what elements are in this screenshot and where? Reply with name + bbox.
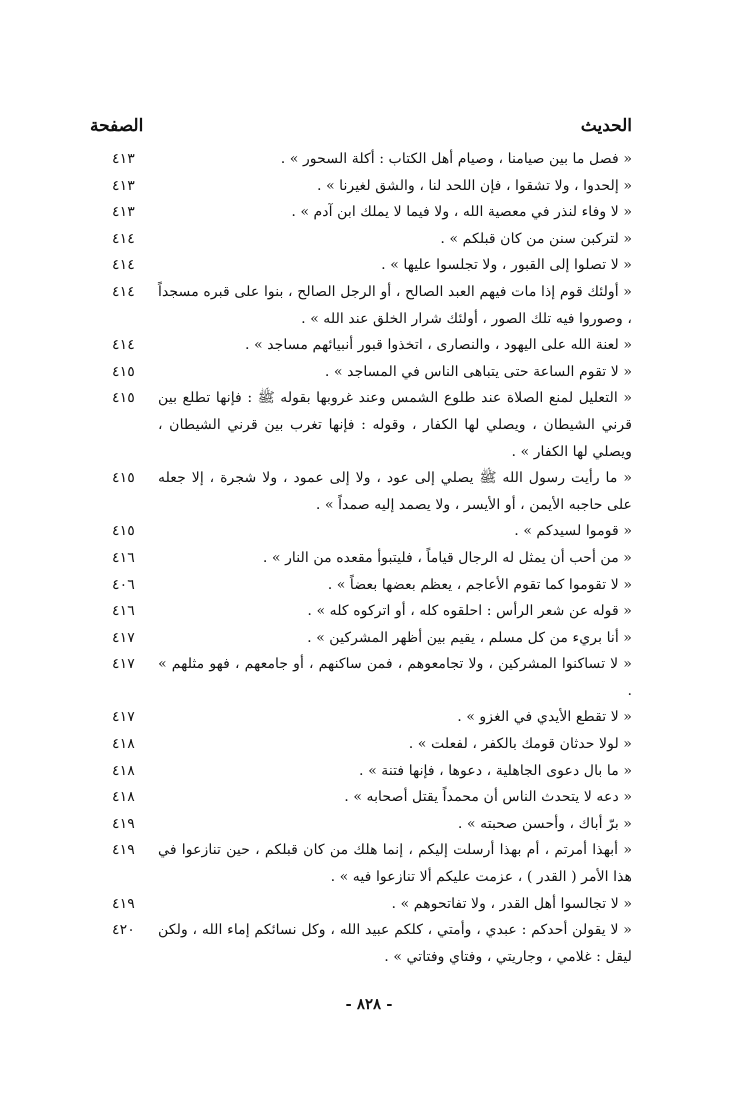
page-reference: ٤١٤ — [112, 283, 135, 300]
page-reference: ٤١٣ — [112, 151, 135, 167]
page-reference: ٤١٨ — [112, 736, 135, 753]
page-reference: ٤١٦ — [112, 603, 135, 620]
index-entry — [90, 572, 632, 599]
hadith-text: « لتركبن سنن من كان قبلكم » . — [440, 230, 632, 247]
hadith-text: « التعليل لمنع الصلاة عند طلوع الشمس وعند غروبها بقوله ﷺ : فإنها تطلع بين قرني الشيطان ، ويصلي لها الكفار ، وقوله : فإنها تغرب بين قرني الشيطان ، ويصلي لها الكفار » . — [158, 390, 632, 460]
hadith-text: « قوله عن شعر الرأس : احلقوه كله ، أو اتركوه كله » . — [307, 603, 632, 620]
index-entry — [90, 252, 632, 279]
hadith-text: « لا تجالسوا أهل القدر ، ولا تفاتحوهم » . — [391, 895, 632, 912]
page-reference: ٤١٧ — [112, 709, 135, 726]
page-reference: ٤١٥ — [112, 363, 135, 380]
index-entry — [90, 784, 632, 811]
hadith-index-list — [90, 146, 632, 970]
page-reference: ٤١٩ — [112, 815, 135, 832]
page-reference: ٤١٧ — [112, 629, 135, 646]
hadith-text: « أولئك قوم إذا مات فيهم العبد الصالح ، أو الرجل الصالح ، بنوا على قبره مسجداً ، وصوروا فيه تلك الصور ، أولئك شرار الخلق عند الله » . — [158, 283, 632, 327]
page-reference: ٤١٥ — [112, 523, 135, 540]
hadith-text: « لعنة الله على اليهود ، والنصارى ، اتخذوا قبور أنبيائهم مساجد » . — [244, 337, 632, 354]
hadith-text: « لا تصلوا إلى القبور ، ولا تجلسوا عليها » . — [381, 257, 632, 274]
index-entry — [90, 651, 632, 704]
page-reference: ٤١٧ — [112, 656, 135, 673]
page-reference: ٤١٥ — [112, 470, 135, 487]
page-reference: ٤١٦ — [112, 549, 135, 566]
hadith-text: « لولا حدثان قومك بالكفر ، لفعلت » . — [408, 736, 632, 753]
index-entry — [90, 359, 632, 386]
hadith-text: « دعه لا يتحدث الناس أن محمداً يقتل أصحابه » . — [344, 789, 632, 806]
index-entry — [90, 199, 632, 226]
hadith-text: « لا وفاء لنذر في معصية الله ، ولا فيما لا يملك ابن آدم » . — [291, 204, 632, 221]
index-entry — [90, 332, 632, 359]
hadith-text: « إلحدوا ، ولا تشقوا ، فإن اللحد لنا ، والشق لغيرنا » . — [316, 177, 632, 194]
page-reference: ٤١٩ — [112, 895, 135, 912]
index-entry — [90, 545, 632, 572]
hadith-text: « قوموا لسيدكم » . — [514, 523, 632, 540]
index-entry — [90, 598, 632, 625]
index-entry — [90, 226, 632, 253]
page-reference: ٤١٣ — [112, 177, 135, 194]
index-entry — [90, 146, 632, 173]
hadith-column-heading: الحديث — [580, 116, 632, 136]
hadith-text: « ما رأيت رسول الله ﷺ يصلي إلى عود ، ولا إلى عمود ، ولا شجرة ، إلا جعله على حاجبه الأيمن ، أو الأيسر ، ولا يصمد إليه صمداً » . — [158, 470, 632, 513]
hadith-text: « أنا بريء من كل مسلم ، يقيم بين أظهر المشركين » . — [307, 629, 632, 646]
page-reference: ٤١٣ — [112, 204, 135, 221]
hadith-text: « ما بال دعوى الجاهلية ، دعوها ، فإنها فتنة » . — [359, 762, 632, 779]
index-header — [90, 116, 632, 140]
hadith-text: « فصل ما بين صيامنا ، وصيام أهل الكتاب : أكلة السحور » . — [280, 151, 632, 167]
page-column-heading: الصفحة — [90, 116, 144, 136]
hadith-text: « لا تقوموا كما تقوم الأعاجم ، يعظم بعضها بعضاً » . — [327, 576, 632, 593]
page-reference: ٤٠٦ — [112, 576, 135, 593]
index-entry — [90, 891, 632, 918]
hadith-text: « لا يقولن أحدكم : عبدي ، وأمتي ، كلكم عبيد الله ، وكل نسائكم إماء الله ، ولكن ليقل : غلامي ، وجاريتي ، وفتاي وفتاتي » . — [158, 922, 632, 965]
page-reference: ٤١٨ — [112, 789, 135, 806]
hadith-text: « برّ أباك ، وأحسن صحبته » . — [457, 815, 632, 832]
hadith-text: « لا تقوم الساعة حتى يتباهى الناس في المساجد » . — [324, 363, 632, 380]
page-reference: ٤١٩ — [112, 842, 135, 859]
index-entry — [90, 385, 632, 465]
index-entry — [90, 811, 632, 838]
hadith-text: « لا تقطع الأيدي في الغزو » . — [457, 709, 632, 726]
index-entry — [90, 837, 632, 890]
page-number: - ٨٢٨ - — [345, 995, 393, 1013]
index-entry — [90, 917, 632, 970]
index-entry — [90, 173, 632, 200]
page-reference: ٤١٥ — [112, 390, 135, 407]
page-reference: ٤١٤ — [112, 337, 135, 354]
page-reference: ٤١٨ — [112, 762, 135, 779]
index-entry — [90, 704, 632, 731]
index-entry — [90, 465, 632, 518]
hadith-text: « أبهذا أمرتم ، أم بهذا أرسلت إليكم ، إنما هلك من كان قبلكم ، حين تنازعوا في هذا الأمر ( القدر ) ، عزمت عليكم ألا تنازعوا فيه » . — [158, 842, 632, 886]
index-entry — [90, 518, 632, 545]
index-entry — [90, 758, 632, 785]
page-reference: ٤٢٠ — [112, 922, 135, 939]
page-reference: ٤١٤ — [112, 257, 135, 274]
page-reference: ٤١٤ — [112, 230, 135, 247]
index-entry — [90, 625, 632, 652]
index-entry — [90, 279, 632, 332]
hadith-text: « من أحب أن يمثل له الرجال قياماً ، فليتبوأ مقعده من النار » . — [262, 549, 632, 566]
hadith-text: « لا تساكنوا المشركين ، ولا تجامعوهم ، فمن ساكنهم ، أو جامعهم ، فهو مثلهم » . — [158, 656, 632, 699]
index-entry — [90, 731, 632, 758]
